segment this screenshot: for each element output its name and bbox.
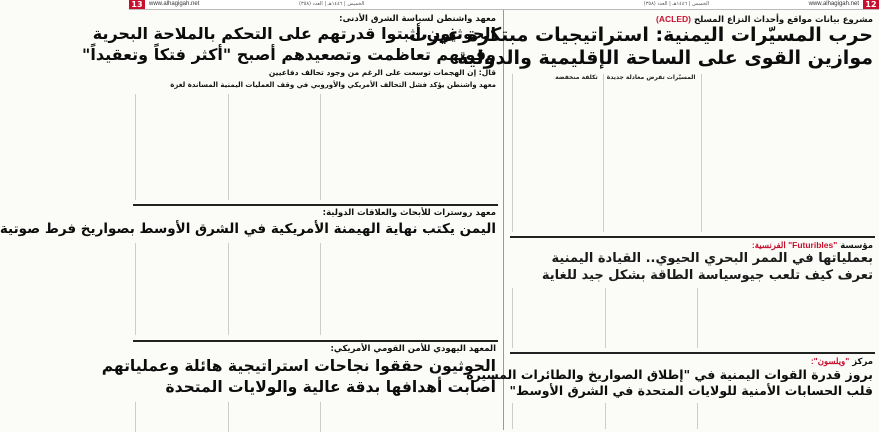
left-bottom-kicker: المعهد اليهودي للأمن القومي الأمريكي: xyxy=(330,344,496,354)
right-top-body xyxy=(512,74,873,232)
text-column xyxy=(320,94,408,200)
section-divider xyxy=(510,352,875,354)
left-mid-body xyxy=(135,243,496,335)
section-divider xyxy=(133,340,498,342)
subhead: تكلفة منخفضة xyxy=(555,74,598,81)
text-column xyxy=(413,243,497,335)
text-column xyxy=(413,402,497,432)
text-column xyxy=(512,74,598,232)
text-column xyxy=(697,403,785,429)
text-column xyxy=(790,403,874,429)
text-column xyxy=(605,403,693,429)
left-bottom-headline-2: أصابت أهدافها بدقة عالية والولايات المتحدة xyxy=(165,378,496,396)
left-top-kicker: معهد واشنطن لسياسة الشرق الأدنى: xyxy=(339,14,496,24)
left-mid-kicker: معهد روسترات للأبحاث والعلاقات الدولية: xyxy=(322,208,496,218)
text-column xyxy=(603,74,696,232)
text-column xyxy=(228,243,316,335)
left-top-deck-2: معهد واشنطن يؤكد فشل التحالف الأمريكي والأوروبي في وقف العمليات اليمنية المساندة لغزة xyxy=(170,81,496,89)
right-site-url: www.alhagigah.net xyxy=(808,1,859,7)
left-page xyxy=(0,10,502,430)
left-page-number: 13 xyxy=(129,0,145,9)
section-divider xyxy=(510,236,875,238)
left-bottom-body xyxy=(135,402,496,432)
right-bottom-headline-2: قلب الحسابات الأمنية للولايات المتحدة في الشرق الأوسط" xyxy=(509,383,873,398)
left-top-body xyxy=(135,94,496,200)
text-column xyxy=(697,288,785,348)
text-column xyxy=(605,288,693,348)
text-column xyxy=(512,403,600,429)
text-column xyxy=(512,288,600,348)
left-mid-headline: اليمن يكتب نهاية الهيمنة الأمريكية في الشرق الأوسط بصواريخ فرط صوتية xyxy=(0,221,496,237)
page-header-bar xyxy=(129,0,879,10)
right-mid-kicker xyxy=(752,240,873,251)
text-column xyxy=(228,402,316,432)
left-top-headline-1: الحوثيون أثبتوا قدرتهم على التحكم بالملاحة البحرية xyxy=(92,24,496,43)
right-bottom-headline-1: بروز قدرة القوات اليمنية في "إطلاق الصواريخ والطائرات المسيرة xyxy=(466,367,873,382)
text-column xyxy=(413,94,497,200)
left-top-headline-2: وقوتهم تعاظمت وتصعيدهم أصبح "أكثر فتكاً وتعقيداً" xyxy=(82,45,496,64)
right-mid-body xyxy=(512,288,873,348)
right-issue-info: الخميس | ١٤٤٦هـ | العدد (٣٥٨) xyxy=(643,1,709,7)
text-column xyxy=(135,243,223,335)
right-page-number: 12 xyxy=(863,0,879,9)
right-mid-headline-1: بعملياتها في الممر البحري الحيوي.. القيادة اليمنية xyxy=(551,251,873,266)
left-top-deck-1: قال: إن الهجمات توسعت على الرغم من وجود تحالف دفاعيين xyxy=(268,68,496,77)
text-column xyxy=(320,402,408,432)
right-bottom-body xyxy=(512,403,873,429)
right-top-headline-2: موازين القوى على الساحة الإقليمية والدولية xyxy=(457,47,873,69)
right-bottom-kicker xyxy=(811,356,873,367)
right-top-kicker-en: (ACLED) xyxy=(656,14,691,24)
text-column xyxy=(135,94,223,200)
text-column xyxy=(701,74,787,232)
right-mid-headline-2: تعرف كيف تلعب جيوسياسة الطاقة بشكل جيد للغاية xyxy=(541,268,873,283)
right-mid-kicker-en: "Futuribles" الفرنسية: xyxy=(751,240,838,250)
right-bottom-kicker-en: "ويلسون": xyxy=(810,356,850,366)
text-column xyxy=(790,288,874,348)
right-bottom-kicker-ar: مركز xyxy=(852,357,873,367)
section-divider xyxy=(133,204,498,206)
text-column xyxy=(320,243,408,335)
subhead: المسيّرات تفرض معادلة جديدة xyxy=(606,74,696,81)
left-bottom-headline-1: الحوثيون حققوا نجاحات استراتيجية هائلة وعملياتهم xyxy=(101,357,496,375)
right-top-headline-1: حرب المسيّرات اليمنية: استراتيجيات مبتكرة غيرت xyxy=(408,24,873,46)
left-site-url: www.alhagigah.net xyxy=(149,1,200,7)
right-top-kicker-ar: مشروع بيانات مواقع وأحداث النزاع المسلح xyxy=(693,15,873,25)
left-issue-info: الخميس | ١٤٤٦هـ | العدد (٣٥٨) xyxy=(299,1,365,7)
text-column xyxy=(791,74,873,232)
text-column xyxy=(228,94,316,200)
text-column xyxy=(135,402,223,432)
right-mid-kicker-ar: مؤسسة xyxy=(840,241,873,251)
